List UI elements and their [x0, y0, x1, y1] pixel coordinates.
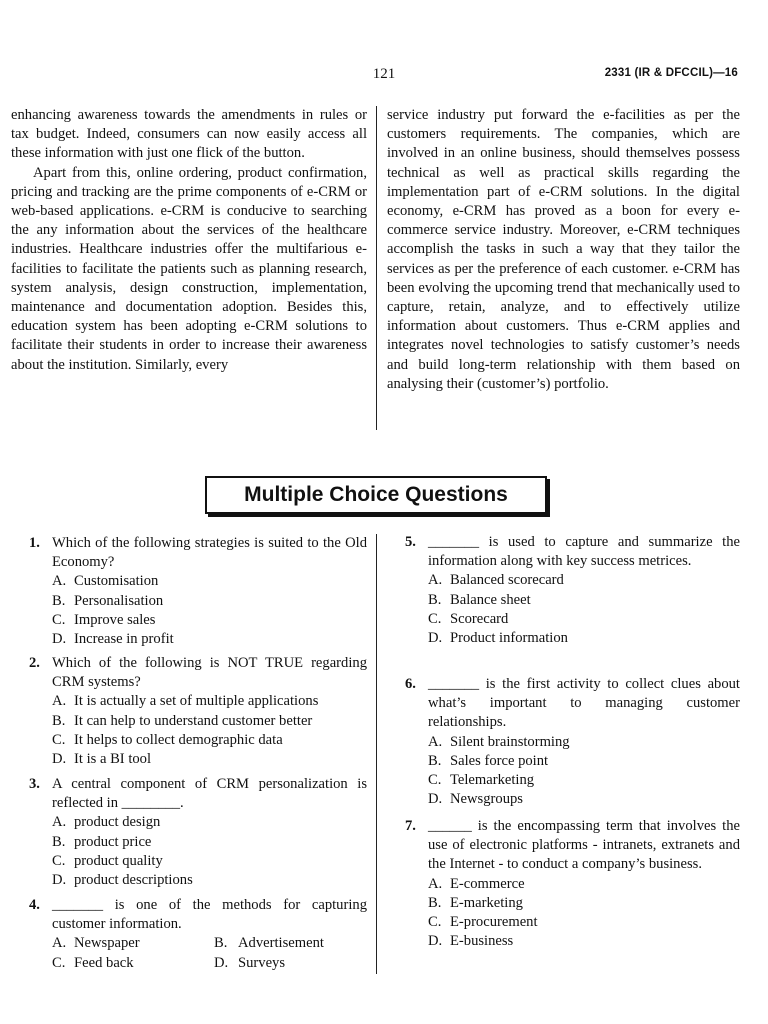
right-text-column	[387, 106, 740, 394]
option-c: C. product quality	[52, 852, 163, 869]
option-d: D. It is a BI tool	[52, 751, 152, 768]
question-2	[29, 654, 367, 769]
question-number: 7.	[405, 818, 416, 834]
option-b: B. Personalisation	[52, 592, 164, 609]
option-a: A. It is actually a set of multiple applications	[52, 693, 319, 710]
option-c: C. It helps to collect demographic data	[52, 731, 283, 748]
option-row-2	[29, 954, 367, 973]
option-a: A. Balanced scorecard	[428, 572, 564, 589]
option-c: C. Improve sales	[52, 611, 156, 628]
section-title: Multiple Choice Questions	[244, 483, 508, 506]
question-stem: ______ is the encompassing term that involves the use of electronic platforms - intranets, extranets and the Internet - to conduct a company’s business.	[428, 818, 740, 873]
option-b: B. E-marketing	[428, 894, 523, 911]
question-stem: _______ is one of the methods for capturing customer information.	[52, 897, 367, 933]
page-number: 121	[372, 66, 396, 82]
question-stem: A central component of CRM personalization is reflected in ________.	[52, 776, 367, 812]
question-number: 5.	[405, 534, 416, 550]
option-d: D. product descriptions	[52, 872, 193, 889]
question-stem: Which of the following strategies is suited to the Old Economy?	[52, 535, 367, 571]
question-6	[405, 675, 740, 809]
question-3	[29, 775, 367, 890]
left-text-column	[11, 106, 367, 375]
question-7	[405, 817, 740, 951]
question-stem: Which of the following is NOT TRUE regarding CRM systems?	[52, 655, 367, 691]
option-a: A. Customisation	[52, 573, 159, 590]
option-c: C. Telemarketing	[428, 772, 535, 789]
question-number: 4.	[29, 897, 40, 913]
option-d: D. Surveys	[214, 954, 286, 971]
right-paragraph-1: service industry put forward the e-facilities as per the customers requirements. The companies, which are involved in an online business, should themselves possess technical as well as practical skills regarding the implementation part of e-CRM solutions. In the digital economy, e-CRM has proved as a boon for every e-commerce service industry. Moreover, e-CRM techniques accomplish the tasks in such a way that they tailor the services as per the preference of each customer. e-CRM has been evolving the upcoming trend that mechanically used to capture, retain, analyze, and to effectively utilize information about customers. Thus e-CRM applies and integrates novel technologies to satisfy customer’s needs and build long-term relationship with them based on analysing their (customer’s) portfolio.	[387, 107, 740, 392]
left-paragraph-1: enhancing awareness towards the amendments in rules or tax budget. Indeed, consumers can now easily access all these information with just one flick of the button.	[11, 107, 367, 162]
question-number: 1.	[29, 535, 40, 551]
option-b: B. product price	[52, 833, 152, 850]
column-divider-bottom	[376, 534, 377, 974]
question-number: 3.	[29, 776, 40, 792]
option-a: A. E-commerce	[428, 875, 525, 892]
option-row-1	[29, 934, 367, 953]
option-b: B. Balance sheet	[428, 591, 531, 608]
question-number: 6.	[405, 676, 416, 692]
option-a: A. Silent brainstorming	[428, 733, 570, 750]
option-c: C. Scorecard	[428, 610, 509, 627]
option-b: B. Advertisement	[214, 935, 324, 952]
left-paragraph-2: Apart from this, online ordering, product confirmation, pricing and tracking are the prime components of e-CRM or web-based applications. e-CRM is conducive to searching the any information about the services of the healthcare industries. Healthcare industries offer the multifarious e-facilities to facilitate the patients such as planning research, system analysis, design construction, implementation, maintenance and documentation adoption. Besides this, education system has been adopting e-CRM solutions to facilitate their students in order to increase their awareness about the institution. Similarly, every	[11, 164, 367, 373]
section-title-box	[205, 476, 547, 514]
question-5	[405, 533, 740, 648]
question-number: 2.	[29, 655, 40, 671]
question-stem: _______ is used to capture and summarize the information along with key success metrices.	[428, 534, 740, 570]
question-stem: _______ is the first activity to collect clues about what’s important to managing customer relationships.	[428, 676, 740, 731]
question-4	[29, 896, 367, 973]
option-d: D. Newsgroups	[428, 791, 523, 808]
option-d: D. E-business	[428, 933, 514, 950]
option-c: C. Feed back	[52, 954, 134, 971]
option-c: C. E-procurement	[428, 914, 538, 931]
option-a: A. Newspaper	[52, 935, 140, 952]
column-divider-top	[376, 106, 377, 430]
option-b: B. It can help to understand customer better	[52, 712, 313, 729]
option-d: D. Product information	[428, 630, 568, 647]
option-b: B. Sales force point	[428, 752, 549, 769]
option-a: A. product design	[52, 814, 161, 831]
document-code: 2331 (IR & DFCCIL)—16	[604, 67, 738, 79]
question-1	[29, 534, 367, 649]
option-d: D. Increase in profit	[52, 631, 174, 648]
